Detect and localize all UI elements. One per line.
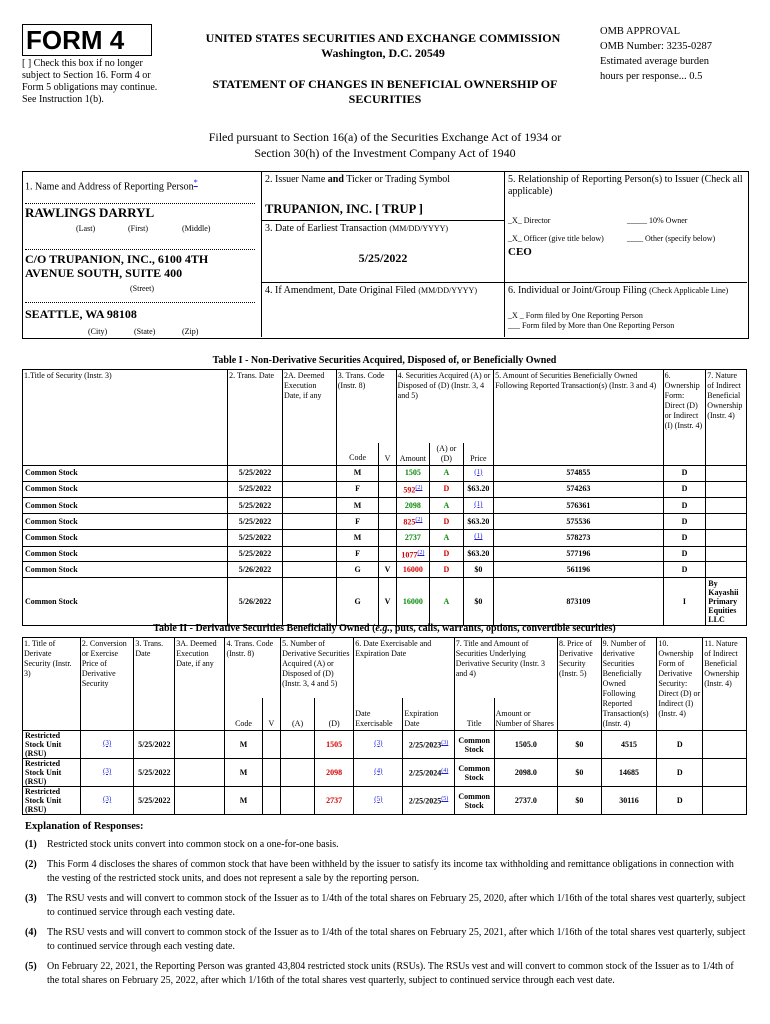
t2-header-owned: 9. Number of derivative Securities Beneficially Owned Following Reported Transaction(s) (Instr. 4) <box>601 638 657 731</box>
omb-hours: hours per response... 0.5 <box>600 71 703 82</box>
filed-pursuant-2: Section 30(h) of the Investment Company Act of 1940 <box>254 146 516 160</box>
t1-price-value[interactable]: (1) <box>474 532 483 541</box>
t1-cell-date: 5/26/2022 <box>228 578 283 626</box>
t1-amount-value: 16000 <box>402 596 423 606</box>
box6-label: 6. Individual or Joint/Group Filing (Check Applicable Line) <box>508 285 729 296</box>
t1-cell-form: D <box>663 562 706 578</box>
t1-cell-title: Common Stock <box>23 530 228 547</box>
label-street: (Street) <box>130 284 154 293</box>
t1-cell-deemed <box>282 578 336 626</box>
box3-label: 3. Date of Earliest Transaction (MM/DD/YYYY) <box>265 223 449 234</box>
t2-cell-deemed <box>175 787 225 815</box>
t2-sub-v: V <box>262 698 281 730</box>
t1-cell-owned: 575536 <box>494 514 664 530</box>
t1-cell-title: Common Stock <box>23 514 228 530</box>
t2-cell-conversion <box>80 731 134 759</box>
t1-cell-code: G <box>336 578 379 626</box>
t1-cell-amount <box>396 465 430 482</box>
omb-box <box>600 24 760 84</box>
t1-cell-code: M <box>336 530 379 547</box>
t2-exercisable-footnote[interactable]: (4) <box>374 766 383 775</box>
t2-cell-nature <box>703 759 747 787</box>
t1-sub-code: Code <box>336 443 379 466</box>
t2-cell-code: M <box>225 787 262 815</box>
t1-row <box>23 482 747 498</box>
explanation-number: (4) <box>25 927 37 938</box>
t2-header-underlying: 7. Title and Amount of Securities Underlying Derivative Security (Instr. 3 and 4) <box>454 638 557 699</box>
agency: UNITED STATES SECURITIES AND EXCHANGE COMMISSION <box>205 31 561 45</box>
t2-cell-expiration <box>403 731 454 759</box>
t1-price-value: $63.20 <box>467 516 490 526</box>
t1-cell-v <box>379 465 396 482</box>
t1-cell-amount <box>396 546 430 562</box>
t1-cell-amount <box>396 530 430 547</box>
t1-cell-v <box>379 482 396 498</box>
t1-cell-owned: 576361 <box>494 497 664 514</box>
t2-cell-underlying-amount: 2098.0 <box>494 759 557 787</box>
t1-cell-form: I <box>663 578 706 626</box>
officer-title: CEO <box>508 246 532 258</box>
t2-cell-d: 2737 <box>315 787 354 815</box>
t1-cell-form: D <box>663 514 706 530</box>
t2-sub-amount: Amount or Number of Shares <box>494 698 557 730</box>
t1-header-deemed: 2A. Deemed Execution Date, if any <box>282 370 336 466</box>
t1-amount-value: 1505 <box>404 468 421 478</box>
explanation-number: (3) <box>25 893 37 904</box>
t1-price-value: $0 <box>474 564 483 574</box>
t2-cell-exercisable <box>354 787 403 815</box>
t2-cell-code: M <box>225 759 262 787</box>
t2-header-code: 4. Trans. Code (Instr. 8) <box>225 638 281 699</box>
t1-cell-deemed <box>282 562 336 578</box>
t2-cell-conversion <box>80 759 134 787</box>
checkbox-text: [ ] Check this box if no longer subject to Section 16. Form 4 or Form 5 obligations may continue. See Instruction 1(b). <box>22 58 158 105</box>
t1-cell-title: Common Stock <box>23 497 228 514</box>
t1-cell-deemed <box>282 497 336 514</box>
t1-cell-owned: 577196 <box>494 546 664 562</box>
t1-amount-value: 825 <box>403 518 416 528</box>
t1-cell-deemed <box>282 530 336 547</box>
t1-header-owned: 5. Amount of Securities Beneficially Owned Following Reported Transaction(s) (Instr. 3 and 4) <box>494 370 664 466</box>
t2-cell-underlying-title: Common Stock <box>454 759 494 787</box>
label-middle: (Middle) <box>182 224 211 233</box>
omb-burden: Estimated average burden <box>600 56 710 67</box>
t2-row <box>23 787 747 815</box>
t2-cell-a <box>281 787 315 815</box>
t1-price-value[interactable]: (1) <box>474 467 483 476</box>
t1-cell-deemed <box>282 546 336 562</box>
t1-cell-aord: A <box>430 497 464 514</box>
t2-expiration-footnote[interactable]: (3) <box>441 740 449 747</box>
statement-title: STATEMENT OF CHANGES IN BENEFICIAL OWNERSHIP OF SECURITIES <box>212 77 558 106</box>
t1-amount-value: 1077 <box>401 550 418 560</box>
t2-cell-expiration <box>403 759 454 787</box>
t1-cell-owned: 574263 <box>494 482 664 498</box>
t1-sub-price: Price <box>463 443 493 466</box>
t1-cell-aord: A <box>430 578 464 626</box>
t1-cell-nature <box>706 497 747 514</box>
t2-header-nature: 11. Nature of Indirect Beneficial Ownership (Instr. 4) <box>703 638 747 731</box>
t1-header-code: 3. Trans. Code (Instr. 8) <box>336 370 396 443</box>
label-state: (State) <box>134 327 156 336</box>
t2-cell-price: $0 <box>557 787 601 815</box>
t1-cell-code: G <box>336 562 379 578</box>
t2-row <box>23 731 747 759</box>
t2-cell-code: M <box>225 731 262 759</box>
t2-expiration-value: 2/25/2024 <box>408 768 442 778</box>
t1-cell-nature <box>706 530 747 547</box>
t1-amount-value: 16000 <box>402 564 423 574</box>
t1-cell-price <box>463 497 493 514</box>
t2-cell-v <box>262 731 281 759</box>
t1-cell-aord: D <box>430 546 464 562</box>
box2-label: 2. Issuer Name and Ticker or Trading Symbol <box>265 174 451 185</box>
t1-amount-footnote[interactable]: (2) <box>415 517 423 524</box>
box1-label: 1. Name and Address of Reporting Person* <box>25 178 198 193</box>
explanation-number: (5) <box>25 961 37 972</box>
t2-header-number: 5. Number of Derivative Securities Acquired (A) or Disposed of (D) (Instr. 3, 4 and 5) <box>281 638 354 699</box>
t2-header-price: 8. Price of Derivative Security (Instr. 5) <box>557 638 601 731</box>
t1-cell-amount <box>396 497 430 514</box>
filed-pursuant-1: Filed pursuant to Section 16(a) of the Securities Exchange Act of 1934 or <box>208 130 562 144</box>
t2-header-deemed: 3A. Deemed Execution Date, if any <box>175 638 225 731</box>
explanation-title: Explanation of Responses: <box>25 821 144 832</box>
earliest-transaction-date: 5/25/2022 <box>358 251 408 265</box>
t1-cell-nature: By Kayashii Primary Equities LLC <box>706 578 747 626</box>
t1-row <box>23 546 747 562</box>
city-state-zip: SEATTLE, WA 98108 <box>25 307 137 321</box>
t2-cell-owned: 4515 <box>601 731 657 759</box>
t2-cell-date: 5/25/2022 <box>134 787 175 815</box>
t1-amount-value: 2737 <box>404 532 421 542</box>
t2-cell-v <box>262 787 281 815</box>
form-title: FORM 4 <box>26 25 125 55</box>
t1-cell-title: Common Stock <box>23 578 228 626</box>
t2-row <box>23 759 747 787</box>
t1-cell-title: Common Stock <box>23 465 228 482</box>
other-check[interactable]: ____ Other (specify below) <box>627 234 716 243</box>
t2-cell-exercisable <box>354 731 403 759</box>
t1-price-value: $0 <box>474 596 483 606</box>
t1-cell-nature <box>706 562 747 578</box>
t2-cell-exercisable <box>354 759 403 787</box>
t1-cell-title: Common Stock <box>23 482 228 498</box>
t1-amount-footnote[interactable]: (2) <box>417 549 425 556</box>
t1-cell-price <box>463 465 493 482</box>
t1-cell-form: D <box>663 465 706 482</box>
t2-expiration-footnote[interactable]: (4) <box>441 768 449 775</box>
t1-header-form: 6. Ownership Form: Direct (D) or Indirect (I) (Instr. 4) <box>663 370 706 466</box>
t1-cell-code: M <box>336 465 379 482</box>
t1-cell-deemed <box>282 514 336 530</box>
t1-cell-code: F <box>336 514 379 530</box>
t2-expiration-value: 2/25/2023 <box>408 740 442 750</box>
t1-row <box>23 465 747 482</box>
t1-cell-date: 5/25/2022 <box>228 514 283 530</box>
t2-sub-title: Title <box>454 698 494 730</box>
t1-header-title: 1.Title of Security (Instr. 3) <box>23 370 228 466</box>
t1-cell-owned: 578273 <box>494 530 664 547</box>
t1-cell-price <box>463 530 493 547</box>
t1-cell-aord: D <box>430 514 464 530</box>
table2 <box>22 637 747 815</box>
t1-price-value: $63.20 <box>467 549 490 559</box>
filed-by-more-check[interactable]: ___ Form filed by More than One Reporting Person <box>508 321 675 330</box>
t2-exercisable-footnote[interactable]: (3) <box>374 738 383 747</box>
t1-cell-aord: D <box>430 562 464 578</box>
t1-cell-price <box>463 514 493 530</box>
omb-number: OMB Number: 3235-0287 <box>600 41 712 52</box>
t2-sub-code: Code <box>225 698 262 730</box>
t1-header-date: 2. Trans. Date <box>228 370 283 466</box>
t1-cell-amount <box>396 578 430 626</box>
t2-cell-a <box>281 759 315 787</box>
t2-sub-d: (D) <box>315 698 354 730</box>
t1-amount-footnote[interactable]: (2) <box>415 485 423 492</box>
t1-cell-aord: A <box>430 465 464 482</box>
explanation-item <box>25 926 747 954</box>
explanation-text: Restricted stock units convert into common stock on a one-for-one basis. <box>47 839 339 850</box>
t1-row <box>23 578 747 626</box>
t2-conversion-footnote[interactable]: (3) <box>103 766 112 775</box>
t2-cell-title: Restricted Stock Unit (RSU) <box>23 759 81 787</box>
t1-cell-amount <box>396 482 430 498</box>
officer-check[interactable]: _X_ Officer (give title below) <box>508 234 604 243</box>
t1-cell-v: V <box>379 578 396 626</box>
t2-cell-owned: 14685 <box>601 759 657 787</box>
explanation-item <box>25 858 747 886</box>
label-last: (Last) <box>76 224 96 233</box>
t1-cell-date: 5/25/2022 <box>228 546 283 562</box>
t2-cell-expiration <box>403 787 454 815</box>
table1 <box>22 369 747 626</box>
ten-percent-owner-check[interactable]: _____ 10% Owner <box>627 216 688 225</box>
t2-cell-underlying-amount: 2737.0 <box>494 787 557 815</box>
t2-header-title: 1. Title of Derivate Security (Instr. 3) <box>23 638 81 731</box>
t1-cell-form: D <box>663 530 706 547</box>
t2-cell-title: Restricted Stock Unit (RSU) <box>23 731 81 759</box>
street-address: C/O TRUPANION, INC., 6100 4TH AVENUE SOUTH, SUITE 400 <box>25 252 209 280</box>
t2-exercisable-footnote[interactable]: (5) <box>374 794 383 803</box>
location: Washington, D.C. 20549 <box>321 46 445 60</box>
label-city: (City) <box>88 327 108 336</box>
t2-header-exercisable: 6. Date Exercisable and Expiration Date <box>354 638 454 699</box>
box5-label: 5. Relationship of Reporting Person(s) to Issuer (Check all applicable) <box>508 174 743 197</box>
t2-header-date: 3. Trans. Date <box>134 638 175 731</box>
t1-row <box>23 497 747 514</box>
t1-cell-form: D <box>663 482 706 498</box>
filed-by-one-check[interactable]: _X _ Form filed by One Reporting Person <box>508 311 643 320</box>
explanation-item <box>25 838 747 852</box>
explanation-text: This Form 4 discloses the shares of common stock that have been withheld by the issuer to satisfy its income tax withholding and remittance obligations in connection with the vesting of the restricted stock units, and does not represent a sale by the reporting person. <box>47 859 734 884</box>
t1-cell-price <box>463 546 493 562</box>
t1-cell-form: D <box>663 497 706 514</box>
t2-conversion-footnote[interactable]: (3) <box>103 738 112 747</box>
t1-cell-date: 5/25/2022 <box>228 530 283 547</box>
explanation-item <box>25 960 747 988</box>
t1-cell-title: Common Stock <box>23 562 228 578</box>
issuer-name: TRUPANION, INC. [ TRUP ] <box>265 202 423 216</box>
explanation-text: The RSU vests and will convert to common stock of the Issuer as to 1/4th of the total shares on February 25, 2020, after which 1/16th of the total shares vest quarterly, subject to continued service through each vesting date. <box>47 893 746 918</box>
explanation-text: On February 22, 2021, the Reporting Person was granted 43,804 restricted stock units (RSUs). The RSUs vest and will convert to common stock of the Issuer as to 1/4th of the total shares on February 25, 2022, after which 1/16th of the total shares vest quarterly, subject to continued service through each vest date. <box>47 961 734 986</box>
t2-cell-d: 1505 <box>315 731 354 759</box>
t1-cell-price <box>463 562 493 578</box>
t1-cell-amount <box>396 562 430 578</box>
t1-header-nature: 7. Nature of Indirect Beneficial Ownership (Instr. 4) <box>706 370 747 466</box>
t1-cell-nature <box>706 546 747 562</box>
label-first: (First) <box>128 224 148 233</box>
t1-cell-date: 5/25/2022 <box>228 482 283 498</box>
t2-expiration-value: 2/25/2025 <box>408 796 442 806</box>
t1-row <box>23 530 747 547</box>
t2-cell-owned: 30116 <box>601 787 657 815</box>
t1-sub-amount: Amount <box>396 443 430 466</box>
t1-row <box>23 514 747 530</box>
t2-cell-d: 2098 <box>315 759 354 787</box>
t1-amount-value: 592 <box>403 485 416 495</box>
reporting-person-name: RAWLINGS DARRYL <box>25 205 155 220</box>
omb-approval: OMB APPROVAL <box>600 26 681 37</box>
t2-cell-form: D <box>657 787 703 815</box>
t1-cell-v <box>379 497 396 514</box>
label-zip: (Zip) <box>182 327 199 336</box>
explanation-list <box>25 838 747 994</box>
t2-cell-underlying-amount: 1505.0 <box>494 731 557 759</box>
t1-cell-v: V <box>379 562 396 578</box>
t2-cell-price: $0 <box>557 759 601 787</box>
t2-cell-title: Restricted Stock Unit (RSU) <box>23 787 81 815</box>
t1-cell-nature <box>706 482 747 498</box>
t1-cell-code: F <box>336 482 379 498</box>
t1-amount-value: 2098 <box>404 500 421 510</box>
t2-header-form: 10. Ownership Form of Derivative Security: Direct (D) or Indirect (I) (Instr. 4) <box>657 638 703 731</box>
table2-title: Table II - Derivative Securities Beneficially Owned (e.g., puts, calls, warrants, options, convertible securities) <box>153 623 616 634</box>
t2-header-conversion: 2. Conversion or Exercise Price of Derivative Security <box>80 638 134 731</box>
t2-cell-form: D <box>657 731 703 759</box>
t2-cell-deemed <box>175 731 225 759</box>
table1-title: Table I - Non-Derivative Securities Acquired, Disposed of, or Beneficially Owned <box>212 355 557 366</box>
t2-sub-a: (A) <box>281 698 315 730</box>
t1-price-value[interactable]: (1) <box>474 499 483 508</box>
t2-sub-date-exercisable: Date Exercisable <box>354 698 403 730</box>
t2-conversion-footnote[interactable]: (3) <box>103 794 112 803</box>
director-check[interactable]: _X_ Director <box>508 216 551 225</box>
t2-sub-expiration: Expiration Date <box>403 698 454 730</box>
form-title-box <box>22 24 152 56</box>
t2-cell-form: D <box>657 759 703 787</box>
t1-price-value: $63.20 <box>467 484 490 494</box>
box4-label: 4. If Amendment, Date Original Filed (MM/DD/YYYY) <box>265 285 477 296</box>
t1-cell-deemed <box>282 482 336 498</box>
t1-cell-nature <box>706 514 747 530</box>
t1-cell-date: 5/25/2022 <box>228 465 283 482</box>
t1-cell-owned: 873109 <box>494 578 664 626</box>
t1-cell-code: M <box>336 497 379 514</box>
t2-cell-v <box>262 759 281 787</box>
t2-cell-nature <box>703 731 747 759</box>
t1-cell-owned: 574855 <box>494 465 664 482</box>
t2-cell-nature <box>703 787 747 815</box>
t2-cell-price: $0 <box>557 731 601 759</box>
explanation-number: (1) <box>25 839 37 850</box>
t2-cell-underlying-title: Common Stock <box>454 787 494 815</box>
t1-cell-title: Common Stock <box>23 546 228 562</box>
t1-cell-aord: A <box>430 530 464 547</box>
t1-cell-amount <box>396 514 430 530</box>
t1-sub-aord: (A) or (D) <box>430 443 464 466</box>
explanation-number: (2) <box>25 859 37 870</box>
t1-cell-date: 5/25/2022 <box>228 497 283 514</box>
t1-cell-form: D <box>663 546 706 562</box>
t1-cell-deemed <box>282 465 336 482</box>
t1-cell-v <box>379 546 396 562</box>
t2-cell-conversion <box>80 787 134 815</box>
t1-cell-aord: D <box>430 482 464 498</box>
t2-cell-date: 5/25/2022 <box>134 759 175 787</box>
t1-row <box>23 562 747 578</box>
explanation-item <box>25 892 747 920</box>
t1-cell-owned: 561196 <box>494 562 664 578</box>
t2-expiration-footnote[interactable]: (5) <box>441 796 449 803</box>
t2-cell-underlying-title: Common Stock <box>454 731 494 759</box>
box1-star[interactable]: * <box>193 178 198 187</box>
t1-cell-v <box>379 514 396 530</box>
t1-cell-code: F <box>336 546 379 562</box>
explanation-text: The RSU vests and will convert to common stock of the Issuer as to 1/4th of the total shares on February 25, 2021, after which 1/16th of the total shares vest quarterly, subject to continued service through each vesting date. <box>47 927 746 952</box>
t1-sub-v: V <box>379 443 396 466</box>
t1-cell-price <box>463 482 493 498</box>
t1-cell-nature <box>706 465 747 482</box>
t2-cell-date: 5/25/2022 <box>134 731 175 759</box>
t1-cell-date: 5/26/2022 <box>228 562 283 578</box>
t2-cell-a <box>281 731 315 759</box>
t1-cell-price <box>463 578 493 626</box>
t1-cell-v <box>379 530 396 547</box>
t2-cell-deemed <box>175 759 225 787</box>
t1-header-securities: 4. Securities Acquired (A) or Disposed of (D) (Instr. 3, 4 and 5) <box>396 370 493 443</box>
